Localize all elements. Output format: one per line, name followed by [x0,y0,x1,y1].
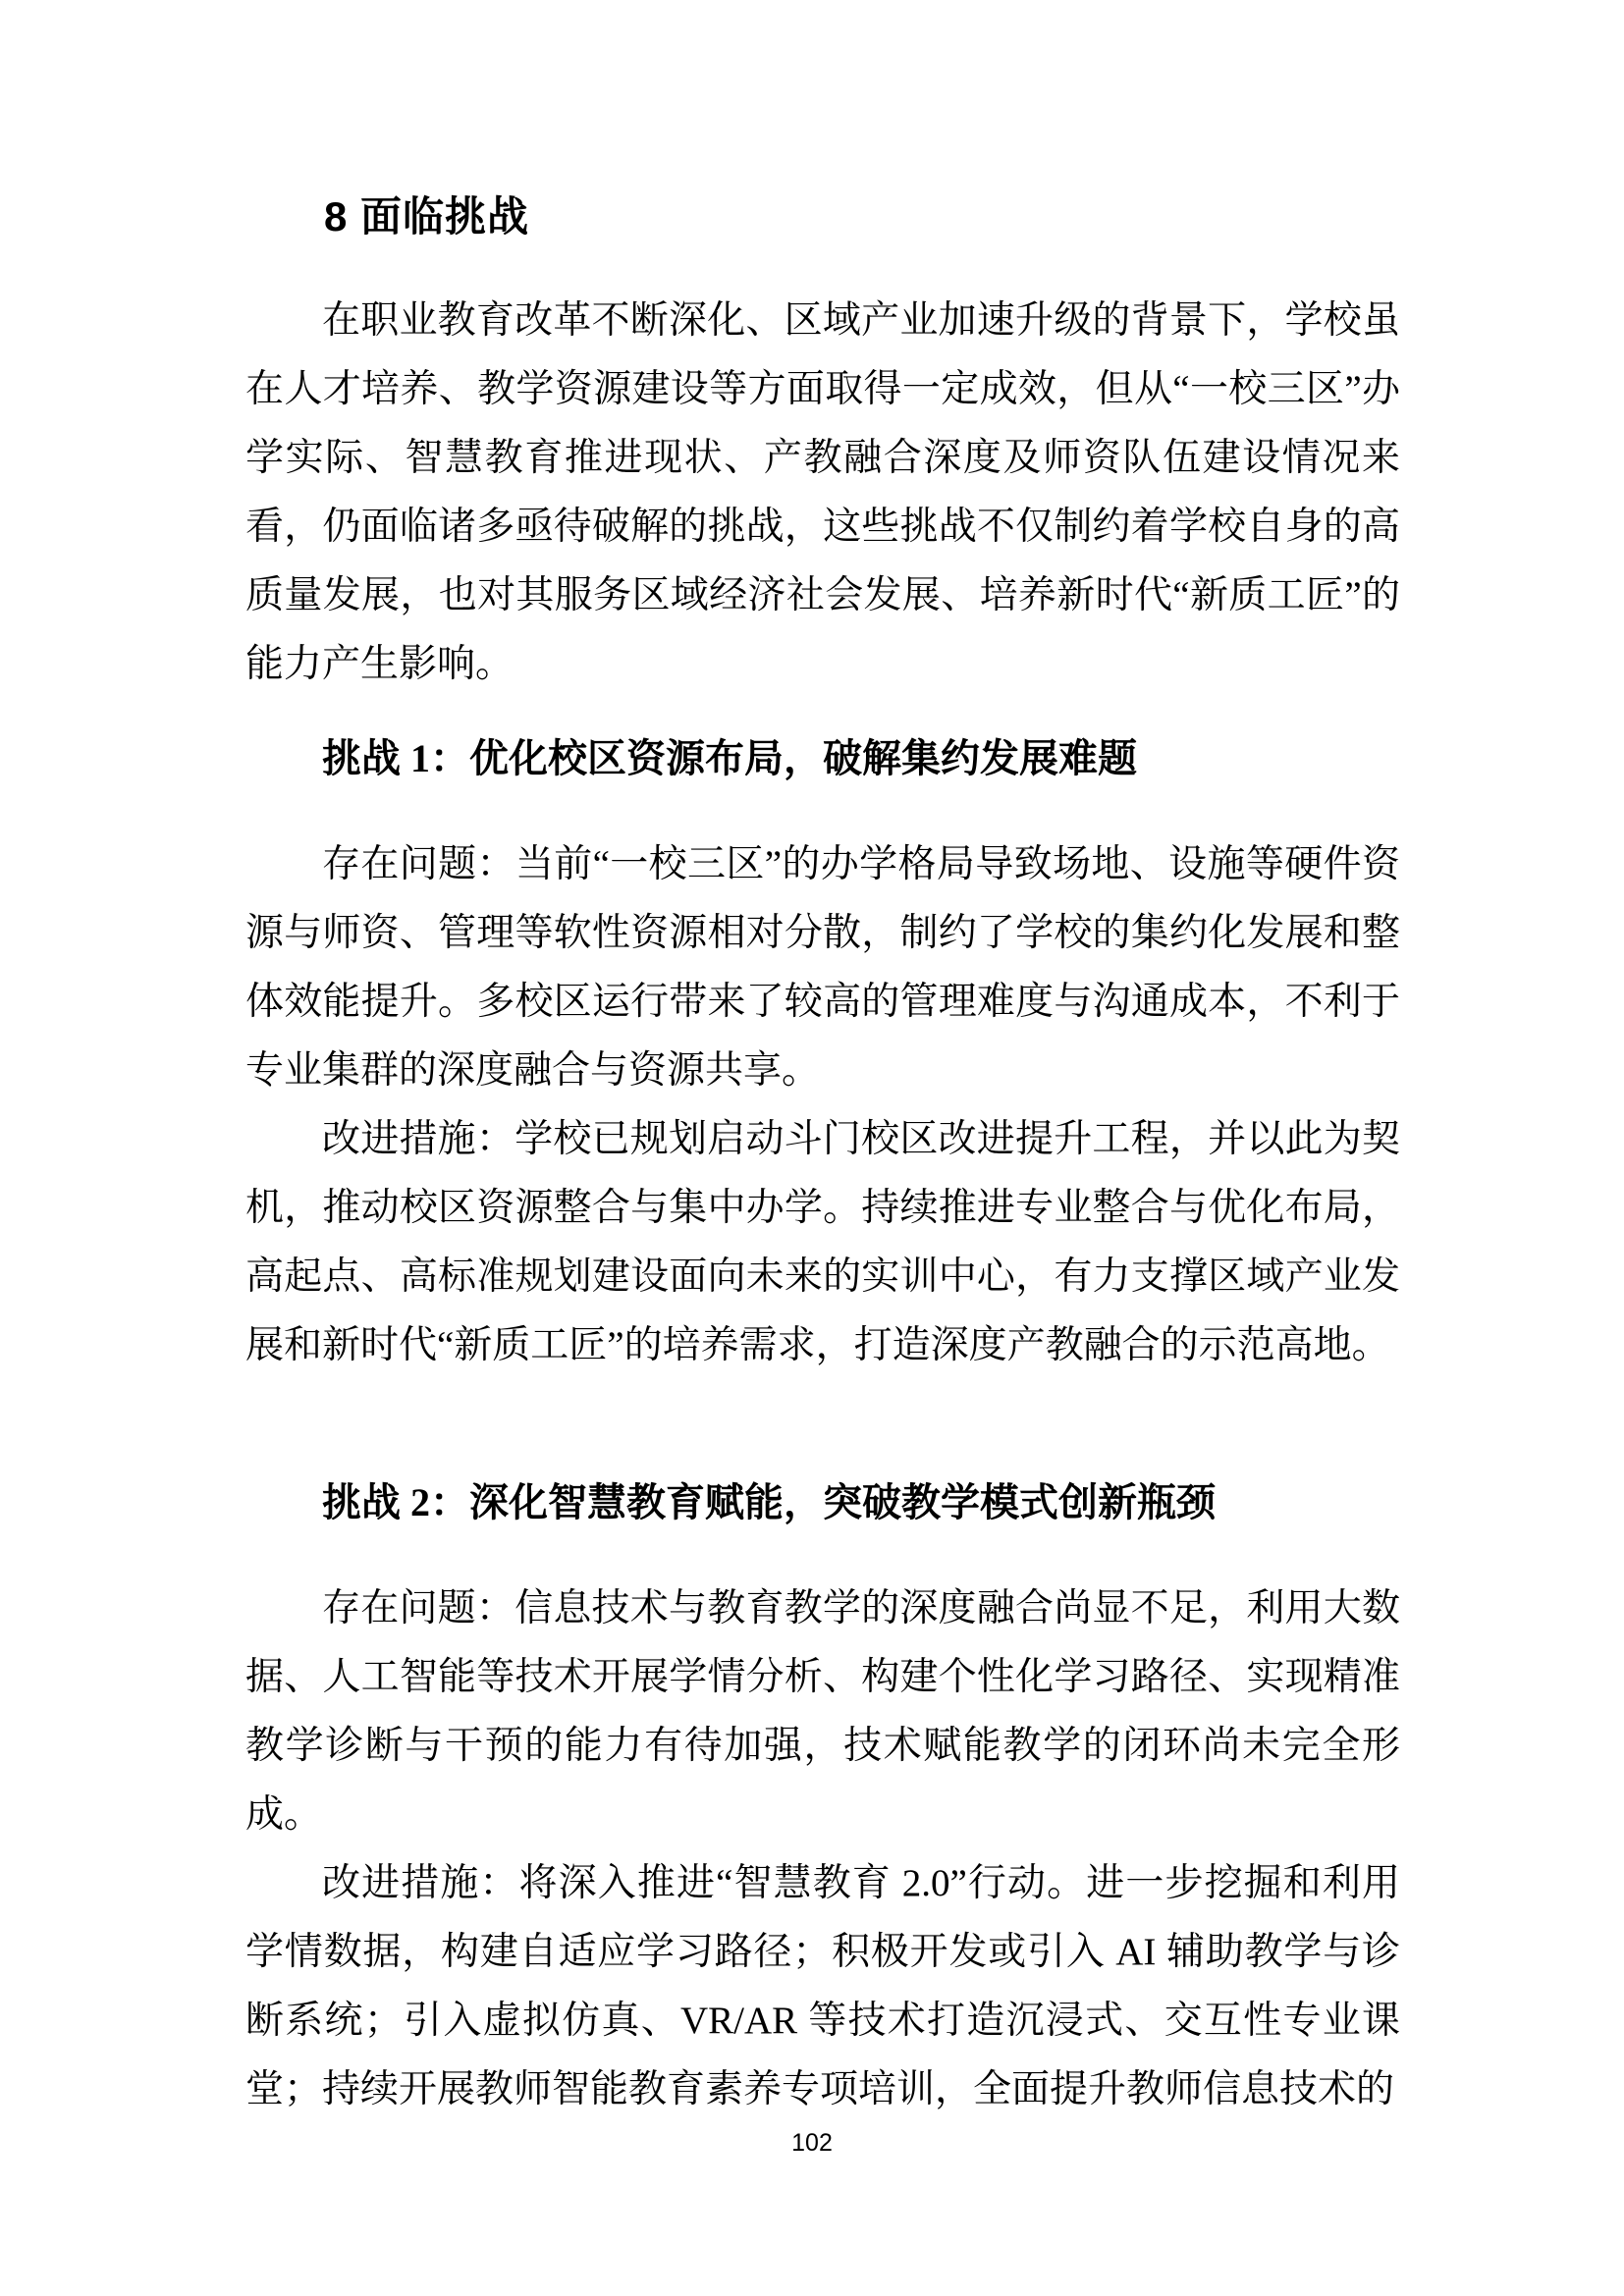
challenge-1-heading: 挑战 1：优化校区资源布局，破解集约发展难题 [322,736,1137,780]
challenge-1-problem-paragraph: 存在问题：当前“一校三区”的办学格局导致场地、设施等硬件资源与师资、管理等软性资源相对分散，制约了学校的集约化发展和整体效能提升。多校区运行带来了较高的管理难度与沟通成本，不利于专业集群的深度融合与资源共享。 [245,843,1400,1092]
challenge-2-section [245,1468,1400,2124]
challenge-2-heading: 挑战 2：深化智慧教育赋能，突破教学模式创新瓶颈 [322,1480,1216,1524]
challenge-1-section [245,724,1400,1380]
section-title: 8 面临挑战 [324,193,530,240]
challenge-1-measure-paragraph: 改进措施：学校已规划启动斗门校区改进提升工程，并以此为契机，推动校区资源整合与集中办学。持续推进专业整合与优化布局，高起点、高标准规划建设面向未来的实训中心，有力支撑区域产业发展和新时代“新质工匠”的培养需求，打造深度产教融合的示范高地。 [245,1118,1400,1366]
page-content [245,183,1400,2124]
challenge-2-problem-paragraph: 存在问题：信息技术与教育教学的深度融合尚显不足，利用大数据、人工智能等技术开展学情分析、构建个性化学习路径、实现精准教学诊断与干预的能力有待加强，技术赋能教学的闭环尚未完全形成。 [245,1587,1400,1836]
intro-paragraph: 在职业教育改革不断深化、区域产业加速升级的背景下，学校虽在人才培养、教学资源建设等方面取得一定成效，但从“一校三区”办学实际、智慧教育推进现状、产教融合深度及师资队伍建设情况来看，仍面临诸多亟待破解的挑战，这些挑战不仅制约着学校自身的高质量发展，也对其服务区域经济社会发展、培养新时代“新质工匠”的能力产生影响。 [245,299,1400,685]
page-number: 102 [791,2129,833,2157]
challenge-2-measure-paragraph: 改进措施：将深入推进“智慧教育 2.0”行动。进一步挖掘和利用学情数据，构建自适应学习路径；积极开发或引入 AI 辅助教学与诊断系统；引入虚拟仿真、VR/AR 等技术打造沉浸式、交互性专业课堂；持续开展教师智能教育素养专项培训，全面提升教师信息技术的 [245,1862,1400,2110]
